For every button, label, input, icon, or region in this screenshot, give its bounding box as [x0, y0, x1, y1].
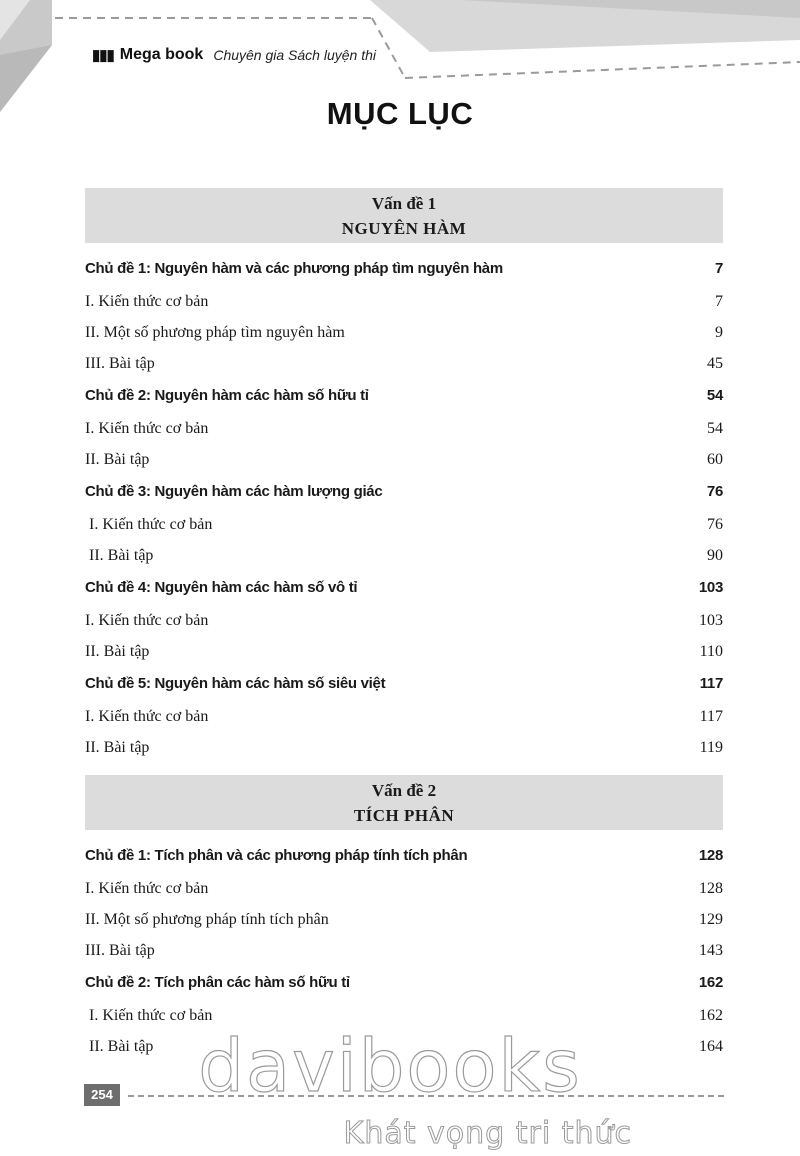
- item-label: I. Kiến thức cơ bản: [85, 708, 209, 725]
- item-label: II. Bài tập: [89, 547, 154, 564]
- item-label: I. Kiến thức cơ bản: [85, 880, 209, 897]
- item-page: 162: [699, 1007, 723, 1024]
- brand-slogan: Chuyên gia Sách luyện thi: [213, 47, 376, 63]
- item-page: 60: [707, 451, 723, 468]
- toc-item[interactable]: [85, 540, 723, 571]
- brand-name: Mega book: [119, 46, 204, 63]
- item-page: 129: [699, 911, 723, 928]
- item-page: 90: [707, 547, 723, 564]
- toc-item[interactable]: [85, 509, 723, 540]
- toc-item[interactable]: [85, 413, 723, 444]
- topic-page: 117: [699, 675, 723, 692]
- section-label: Vấn đề 2: [371, 781, 437, 800]
- toc-item[interactable]: [85, 904, 723, 935]
- topic-page: 128: [698, 847, 723, 864]
- watermark-name: davibooks: [198, 1024, 582, 1108]
- toc-item[interactable]: [85, 1000, 723, 1031]
- toc-item[interactable]: [85, 1031, 723, 1062]
- toc-item[interactable]: [85, 701, 723, 732]
- topic-row[interactable]: [85, 252, 723, 286]
- item-page: 119: [699, 739, 723, 756]
- toc-item[interactable]: [85, 286, 723, 317]
- footer-divider: [128, 1095, 724, 1097]
- item-label: I. Kiến thức cơ bản: [89, 516, 213, 533]
- megabook-logo-icon: ▮▮▮: [92, 47, 114, 64]
- item-label: II. Bài tập: [85, 643, 150, 660]
- toc-item[interactable]: [85, 605, 723, 636]
- page-number-badge: 254: [84, 1084, 120, 1106]
- topic-title: Chủ đề 2: Nguyên hàm các hàm số hữu tỉ: [85, 387, 369, 404]
- section-header: [85, 775, 723, 830]
- topic-title: Chủ đề 4: Nguyên hàm các hàm số vô tỉ: [85, 579, 358, 596]
- item-label: III. Bài tập: [85, 942, 155, 959]
- page-footer: [84, 1084, 724, 1108]
- item-page: 143: [699, 942, 723, 959]
- item-label: III. Bài tập: [85, 355, 155, 372]
- item-page: 110: [699, 643, 723, 660]
- section-title: NGUYÊN HÀM: [341, 219, 467, 238]
- item-page: 54: [707, 420, 723, 437]
- item-label: I. Kiến thức cơ bản: [85, 420, 209, 437]
- item-label: I. Kiến thức cơ bản: [85, 293, 209, 310]
- item-label: II. Bài tập: [89, 1038, 154, 1055]
- topic-row[interactable]: [85, 667, 723, 701]
- topic-row[interactable]: [85, 966, 723, 1000]
- topic-page: 54: [706, 387, 723, 404]
- item-label: II. Bài tập: [85, 451, 150, 468]
- page-title: MỤC LỤC: [326, 96, 474, 131]
- section-title: TÍCH PHÂN: [353, 806, 455, 825]
- topic-row[interactable]: [85, 571, 723, 605]
- toc-item[interactable]: [85, 348, 723, 379]
- item-page: 128: [699, 880, 723, 897]
- item-label: I. Kiến thức cơ bản: [85, 612, 209, 629]
- toc-item[interactable]: [85, 873, 723, 904]
- topic-title: Chủ đề 1: Nguyên hàm và các phương pháp tìm nguyên hàm: [85, 260, 503, 277]
- topic-title: Chủ đề 5: Nguyên hàm các hàm số siêu việt: [85, 675, 386, 692]
- item-label: I. Kiến thức cơ bản: [89, 1007, 213, 1024]
- item-page: 103: [699, 612, 723, 629]
- item-page: 76: [707, 516, 723, 533]
- toc-item[interactable]: [85, 317, 723, 348]
- table-of-contents: [85, 188, 723, 1062]
- item-label: II. Bài tập: [85, 739, 150, 756]
- brand-header: [92, 46, 376, 64]
- topic-row[interactable]: [85, 475, 723, 509]
- item-label: II. Một số phương pháp tính tích phân: [85, 911, 329, 928]
- item-page: 9: [715, 324, 723, 341]
- toc-item[interactable]: [85, 636, 723, 667]
- topic-page: 7: [714, 260, 723, 277]
- item-page: 45: [707, 355, 723, 372]
- topic-row[interactable]: [85, 379, 723, 413]
- section-header: [85, 188, 723, 243]
- item-label: II. Một số phương pháp tìm nguyên hàm: [85, 324, 345, 341]
- topic-title: Chủ đề 3: Nguyên hàm các hàm lượng giác: [85, 483, 383, 500]
- item-page: 164: [699, 1038, 723, 1055]
- toc-item[interactable]: [85, 732, 723, 763]
- item-page: 117: [699, 708, 723, 725]
- item-page: 7: [715, 293, 723, 310]
- topic-page: 162: [698, 974, 723, 991]
- toc-item[interactable]: [85, 444, 723, 475]
- topic-page: 76: [706, 483, 723, 500]
- topic-title: Chủ đề 1: Tích phân và các phương pháp tính tích phân: [85, 847, 468, 864]
- toc-item[interactable]: [85, 935, 723, 966]
- topic-page: 103: [698, 579, 723, 596]
- topic-row[interactable]: [85, 839, 723, 873]
- section-label: Vấn đề 1: [371, 194, 437, 213]
- watermark-tagline: Khát vọng tri thức: [343, 1116, 632, 1151]
- topic-title: Chủ đề 2: Tích phân các hàm số hữu tỉ: [85, 974, 350, 991]
